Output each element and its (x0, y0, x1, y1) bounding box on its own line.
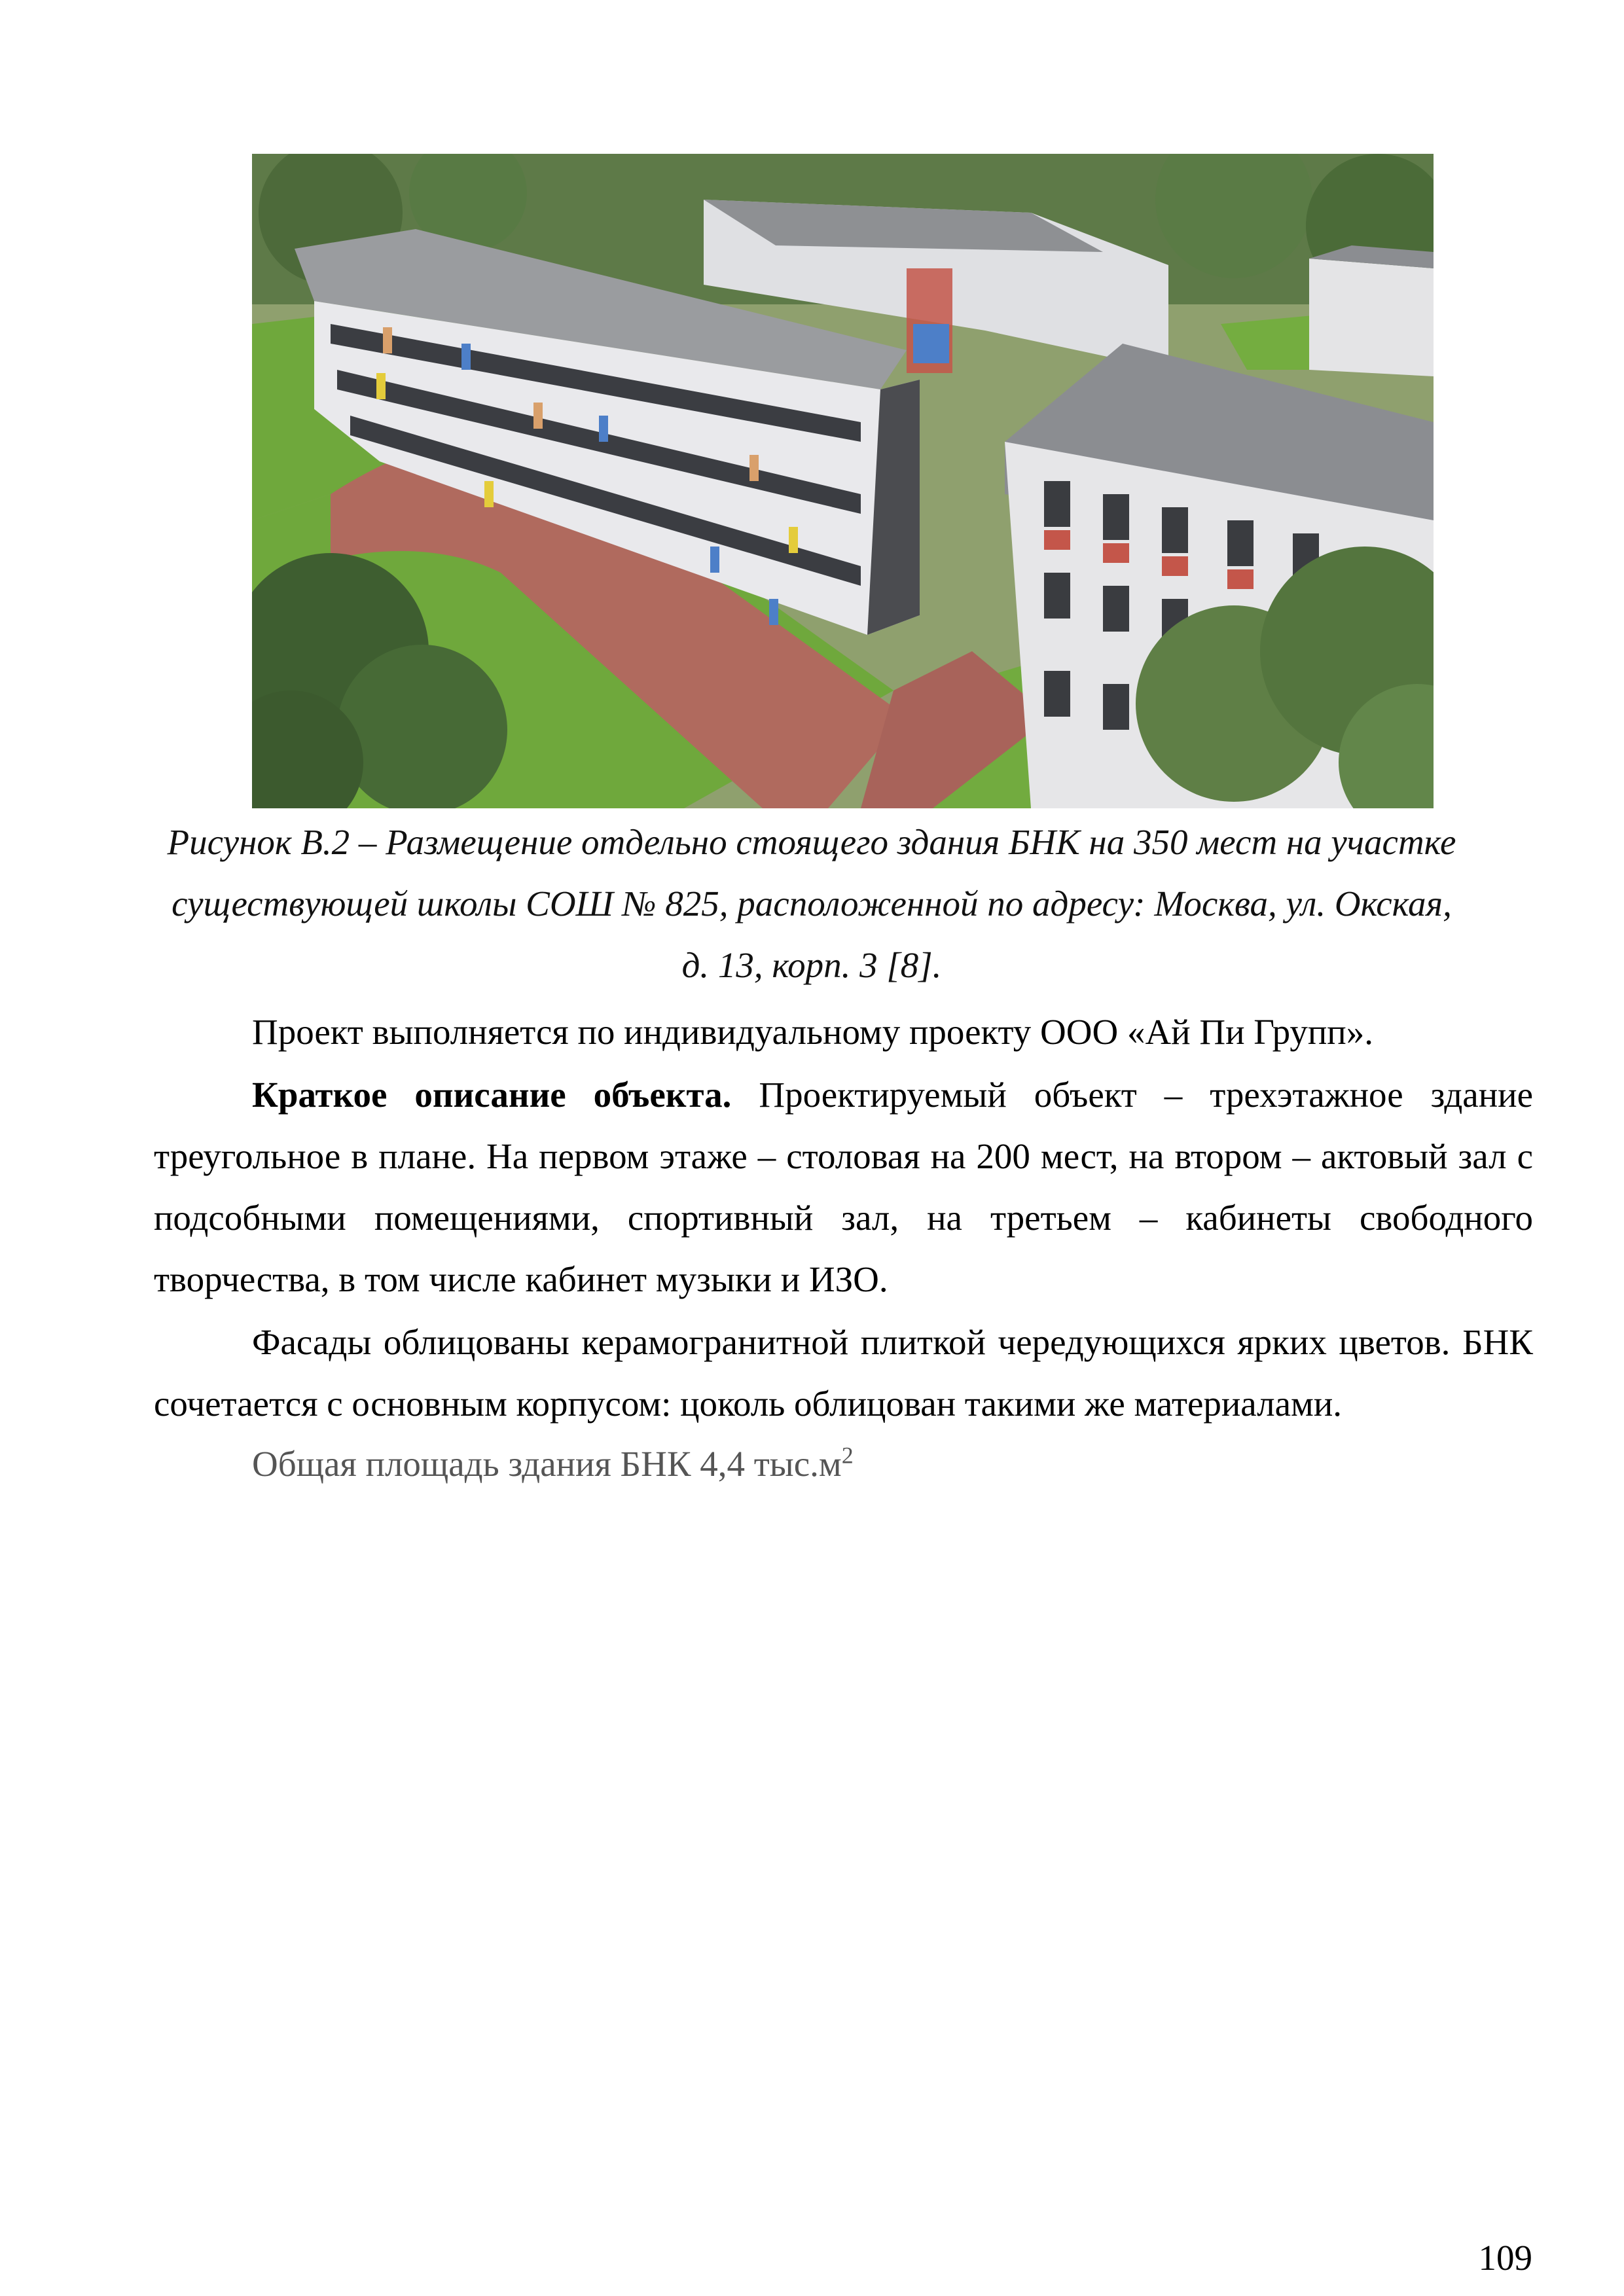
figure-caption: Рисунок В.2 – Размещение отдельно стоящего здания БНК на 350 мест на участке существующей школы СОШ № 825, расположенной по адресу: Москва, ул. Окская, д. 13, корп. 3 [8]. (167, 822, 1456, 985)
paragraph-lead-bold: Краткое описание объекта. (252, 1075, 732, 1115)
building-rendering-image (252, 154, 1434, 808)
paragraph-project: Проект выполняется по индивидуальному проекту ООО «Ай Пи Групп». (252, 1012, 1373, 1052)
paragraph-description-text: Проектируемый объект – трехэтажное здание треугольное в плане. На первом этаже – столовая на 200 мест, на втором – актовый зал с подсобными помещениями, спортивный зал, на третьем – кабинеты свободного творчества, в том числе кабинет музыки и ИЗО. (154, 1075, 1534, 1299)
area-superscript: 2 (841, 1442, 854, 1469)
page-number: 109 (1478, 2238, 1532, 2278)
paragraph-object-description (154, 1064, 1533, 1310)
paragraph-facades: Фасады облицованы керамогранитной плиткой чередующихся ярких цветов. БНК сочетается с основным корпусом: цоколь облицован такими же материалами. (154, 1322, 1533, 1424)
paragraph-area (154, 1433, 1533, 1495)
area-text: Общая площадь здания БНК 4,4 тыс.м (252, 1444, 842, 1484)
